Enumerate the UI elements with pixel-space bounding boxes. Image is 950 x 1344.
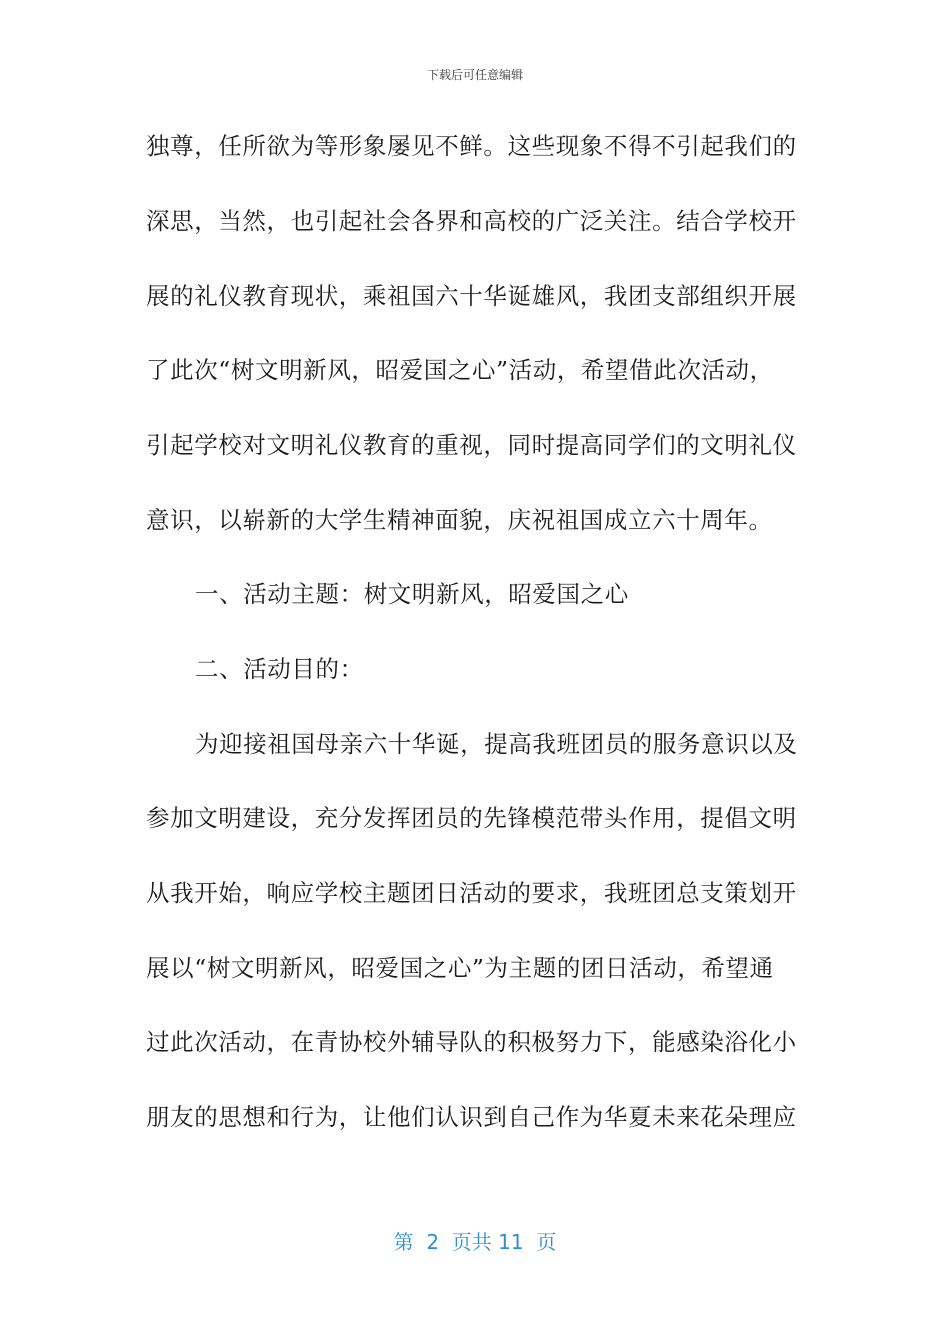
body-line-2: 深思，当然，也引起社会各界和高校的广泛关注。结合学校开 xyxy=(146,207,797,235)
body-line-13: 过此次活动，在青协校外辅导队的积极努力下，能感染浴化小 xyxy=(146,1028,797,1056)
body-line-11: 从我开始，响应学校主题团日活动的要求，我班团总支策划开 xyxy=(146,879,797,907)
body-line-1: 独尊，任所欲为等形象屡见不鲜。这些现象不得不引起我们的 xyxy=(146,132,797,160)
page-header: 下载后可任意编辑 xyxy=(426,68,523,82)
section-heading-theme: 一、活动主题：树文明新风，昭爱国之心 xyxy=(195,580,629,608)
body-line-5: 引起学校对文明礼仪教育的重视，同时提高同学们的文明礼仪 xyxy=(146,431,797,459)
body-line-4: 了此次“树文明新风，昭爱国之心”活动，希望借此次活动， xyxy=(146,356,774,384)
body-line-14: 朋友的思想和行为，让他们认识到自己作为华夏未来花朵理应 xyxy=(146,1103,797,1131)
body-line-12: 展以“树文明新风，昭爱国之心”为主题的团日活动，希望通 xyxy=(146,954,774,982)
body-line-6: 意识，以崭新的大学生精神面貌，庆祝祖国成立六十周年。 xyxy=(146,506,773,534)
body-line-9: 为迎接祖国母亲六十华诞，提高我班团员的服务意识以及 xyxy=(195,730,798,758)
body-line-3: 展的礼仪教育现状，乘祖国六十华诞雄风，我团支部组织开展 xyxy=(146,282,797,310)
body-line-10: 参加文明建设，充分发挥团员的先锋模范带头作用，提倡文明 xyxy=(146,804,797,832)
section-heading-purpose: 二、活动目的： xyxy=(195,655,364,683)
page-number-footer: 第 2 页共 11 页 xyxy=(393,1230,557,1254)
